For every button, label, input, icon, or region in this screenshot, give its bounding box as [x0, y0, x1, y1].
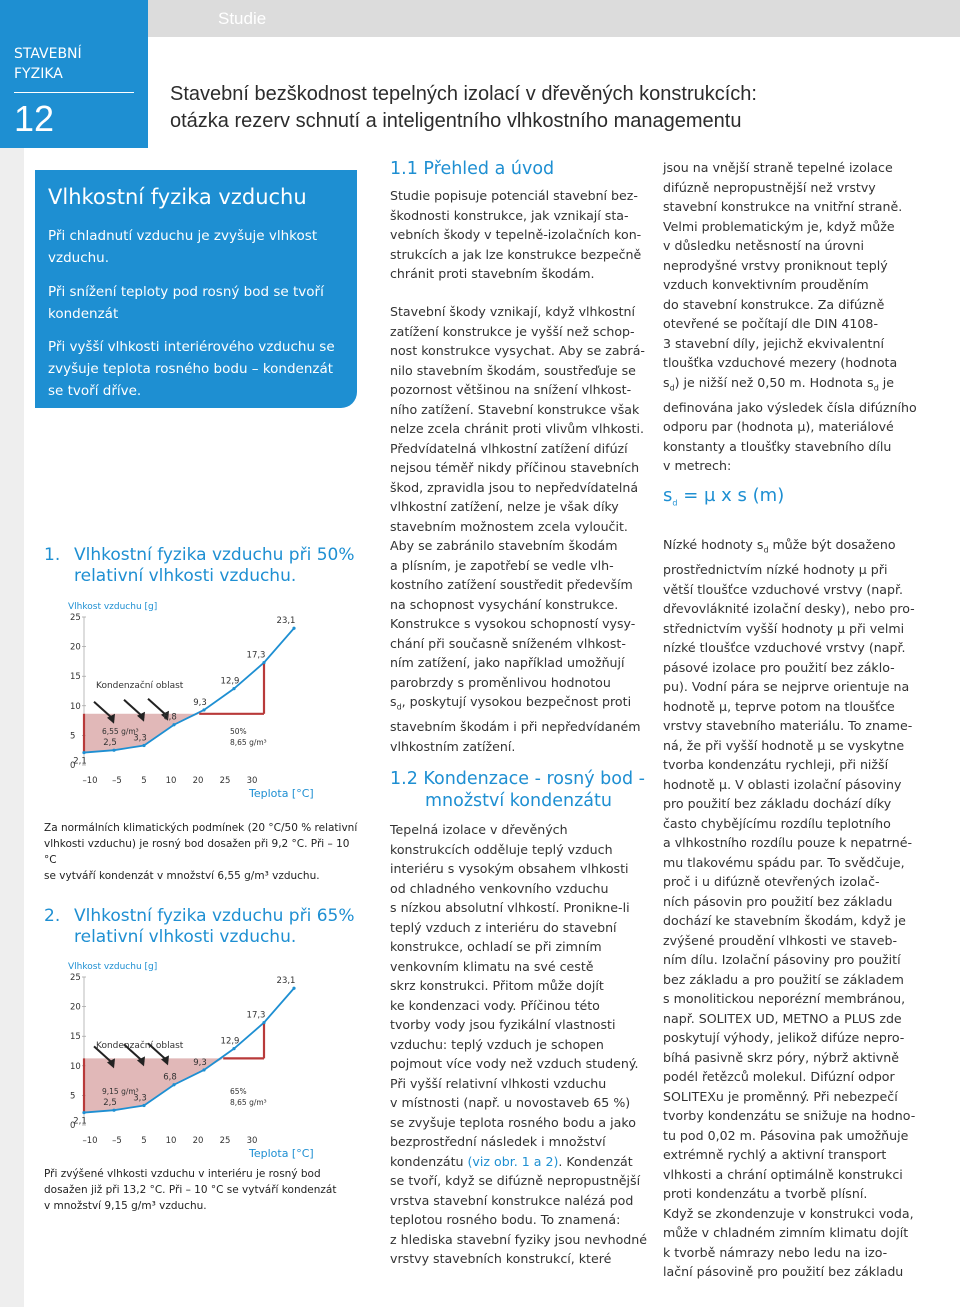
text-line: bezprostřední následek i množství	[390, 1134, 606, 1149]
data-label: 2,1	[73, 1116, 87, 1127]
text-line: poskytují výhody, jelikož difúze nepro-	[663, 1030, 905, 1046]
text-fragment: d	[763, 545, 769, 555]
text-line: vzduch konvektivním prouděním	[663, 277, 869, 292]
figure-2-caption-line: v množství 9,15 g/m³ vzduchu.	[44, 1200, 207, 1212]
text-line: vlhkostní zatížení, nelze je však díky	[390, 499, 619, 514]
data-label: 6,8	[163, 1072, 177, 1083]
text-fragment: d	[873, 383, 879, 393]
text-line: může v chladném zimním klimatu dojít	[663, 1225, 909, 1241]
text-line: tu pod 0,02 m. Pásovina pak umožňuje	[663, 1127, 909, 1143]
text-line: Stavební škody vznikají, když vlhkostní	[390, 304, 636, 319]
x-tick-label: –10	[82, 1136, 98, 1146]
x-tick-label: 30	[246, 1136, 258, 1146]
relative-humidity-label: 65%	[230, 1087, 247, 1096]
text-line: stavebním možnostem zcela vyloučit.	[390, 518, 628, 534]
text-line: vrstvy stavebního materiálu. To zname-	[663, 718, 913, 734]
humidity-value-label: 8,65 g/m³	[230, 738, 267, 747]
y-tick-label: 15	[70, 1032, 81, 1043]
data-point	[232, 1047, 235, 1050]
page-title-line-2: otázka rezerv schnutí a inteligentního vlhkostního managementu	[170, 110, 742, 132]
x-axis-label: Teplota [°C]	[249, 787, 314, 800]
figure-1-title-line-2: relativní vlhkosti vzduchu.	[74, 566, 297, 586]
data-label: 23,1	[276, 976, 296, 987]
text-line	[390, 1152, 655, 1172]
text-line: střednictvím vyšší hodnoty µ při velmi	[663, 620, 905, 636]
region-label: Kondenzační oblast	[96, 681, 184, 691]
text-line: konstanty a tloušťky stavebního dílu	[663, 438, 892, 454]
text-line: proti kondenzátu a tvorbě plísní.	[663, 1186, 868, 1202]
text-line: stavebním škodám i při nepředvídaném	[390, 719, 641, 735]
info-box-title: Vlhkostní fyzika vzduchu	[48, 185, 307, 209]
y-tick-label: 0	[70, 1121, 76, 1131]
figure-2-title-line-1: Vlhkostní fyzika vzduchu při 65%	[74, 906, 355, 926]
text-fragment: d	[396, 702, 402, 712]
text-line: tvorby vody jsou fyzikální vlastnosti	[390, 1017, 616, 1032]
x-tick-label: 5	[141, 776, 147, 786]
text-line: ním dílu. Izolační pásoviny pro použití	[663, 952, 901, 968]
y-tick-label: 10	[70, 701, 81, 712]
text-line: vebních škody v tepelně-izolačních kon-	[390, 227, 642, 242]
data-label: 2,5	[103, 1098, 117, 1109]
text-line: tvorba kondenzátu rychleji, při nižší	[663, 757, 889, 773]
x-tick-label: –10	[82, 776, 98, 786]
text-line: vrstvy stavebních konstrukcí, které	[390, 1251, 612, 1266]
formula-sub: d	[672, 498, 678, 508]
text-line: vlhkosti a chrání optimálně konstrukci	[663, 1166, 903, 1182]
y-tick-label: 20	[70, 1002, 81, 1013]
text-fragment: ) je nižší než 0,50 m. Hodnota s	[674, 374, 874, 390]
text-line: chání při současně sníženém vlhkost-	[390, 635, 626, 651]
data-label: 2,1	[73, 756, 87, 767]
text-line: neprodyšné vrstvy proniknout teplý	[663, 257, 888, 273]
figure-1-title-line-1: Vlhkostní fyzika vzduchu při 50%	[74, 545, 355, 565]
y-axis-label: Vlhkost vzduchu [g]	[68, 962, 158, 972]
text-line: difúzně nepropustnější než vrstvy	[663, 179, 876, 195]
text-line: lační pásovině pro použití bez základu	[663, 1264, 904, 1280]
data-point	[262, 661, 265, 664]
text-line: hodnotě µ. V oblasti izolační pásoviny	[663, 776, 902, 792]
info-box-line: kondenzát	[48, 306, 119, 322]
data-label: 17,3	[246, 1010, 266, 1021]
text-fragment: s	[663, 374, 670, 390]
condensate-amount-label: 9,15 g/m³	[102, 1087, 139, 1096]
page-number: 12	[14, 98, 55, 139]
text-line: s nízkou absolutní vlhkostí. Pronikne-li	[390, 900, 630, 915]
figure-2-number: 2.	[44, 906, 61, 926]
text-line: ke kondenzaci vody. Příčinou této	[390, 997, 600, 1013]
y-tick-label: 15	[70, 672, 81, 683]
section-heading-1-1: 1.1 Přehled a úvod	[390, 159, 555, 179]
text-line: dochází ke stavebním škodám, když je	[663, 913, 906, 929]
text-line: v místnosti (např. u novostaveb 65 %)	[390, 1095, 631, 1110]
figure-2-title	[44, 906, 374, 948]
figure-2-caption-line: Při zvýšené vlhkosti vzduchu v interiéru je rosný bod	[44, 1168, 321, 1180]
region-label: Kondenzační oblast	[96, 1041, 184, 1051]
text-line: tvorby kondenzátu se snižuje na hodno-	[663, 1108, 916, 1124]
data-point	[172, 1083, 175, 1086]
text-line: chránit proti stavebním škodám.	[390, 266, 595, 281]
paragraph-condensation	[390, 820, 655, 1269]
text-line: parobrzdy s proměnlivou hodnotou	[390, 674, 611, 690]
data-label: 3,3	[133, 1093, 147, 1104]
text-line: a vlhkostního rozdílu pouze k nepatrné-	[663, 835, 913, 851]
text-line: pojmout více vody než vzduch studený.	[390, 1056, 639, 1071]
text-line: na schopnost vysychání konstrukce.	[390, 596, 619, 612]
page-title-line-1: Stavební bezškodnost tepelných izolací v dřevěných konstrukcích:	[170, 83, 757, 105]
text-line: pu). Vodní pára se nejprve orientuje na	[663, 679, 910, 695]
text-line: Konstrukce s vysokou schopností vysy-	[390, 616, 636, 631]
text-line: stavební konstrukce na vnitřní straně.	[663, 199, 903, 214]
text-line: mu tlakovému spádu par. To svědčuje,	[663, 854, 905, 870]
figure-2-chart	[44, 953, 374, 1178]
data-label: 12,9	[220, 676, 240, 687]
text-line: ních pásovin pro použití bez základu	[663, 893, 893, 909]
text-line: nízké tloušťce vzduchové vrstvy (např.	[663, 640, 906, 656]
data-point	[202, 1068, 205, 1071]
x-tick-label: –5	[112, 776, 122, 786]
x-tick-label: 20	[192, 1136, 204, 1146]
paragraph-diffusion	[663, 158, 953, 476]
text-line: vlhkostním zatížení.	[390, 738, 516, 754]
data-label: 6,8	[163, 712, 177, 723]
figure-1-number: 1.	[44, 545, 61, 565]
text-line: ního zatížení. Stavební konstrukce však	[390, 401, 640, 417]
text-line: z hlediska stavební fyziky jsou nevhodné	[390, 1231, 648, 1247]
figure-2-title-line-2: relativní vlhkosti vzduchu.	[74, 927, 297, 947]
x-tick-label: –5	[112, 1136, 122, 1146]
data-point	[202, 708, 205, 711]
y-tick-label: 20	[70, 642, 81, 653]
data-label: 2,5	[103, 738, 117, 749]
y-tick-label: 25	[70, 613, 81, 623]
text-line: zatížení konstrukce je vyšší než schop-	[390, 323, 635, 339]
data-point	[172, 723, 175, 726]
text-line: strukcích a jak lze konstrukce bezpečně	[390, 246, 642, 262]
figure-1-chart	[44, 593, 374, 818]
text-line: teplotou rosného bodu. To znamená:	[390, 1212, 621, 1227]
formula-s: s	[663, 485, 673, 506]
section-tab-divider	[14, 92, 134, 93]
data-point	[142, 1104, 145, 1107]
text-line: venkovním klimatu na své cestě	[390, 958, 594, 974]
text-line: Velmi problematickým je, když může	[663, 218, 895, 234]
text-line: hodnotě µ, teprve potom na tloušťce	[663, 698, 895, 714]
text-line: kostního zatížení soustředit především	[390, 577, 633, 592]
y-tick-label: 25	[70, 973, 81, 983]
text-line: ním zatížení, jako například umožňují	[390, 655, 625, 670]
text-line: do stavební konstrukce. Za difúzně	[663, 296, 885, 312]
text-line: se zvyšuje teplota rosného bodu a jako	[390, 1114, 636, 1130]
data-point	[232, 687, 235, 690]
figure-1-caption-line: vlhkosti vzduchu) je rosný bod dosažen při 9,2 °C. Při – 10 °C	[44, 838, 350, 866]
text-line: vzduchu: teplý vzduch je schopen	[390, 1036, 604, 1052]
data-label: 9,3	[193, 697, 207, 708]
y-tick-label: 10	[70, 1061, 81, 1072]
text-line: pro použití bez základu dochází díky	[663, 796, 892, 812]
text-line: konstrukce, ochladí se při zimním	[390, 939, 602, 954]
text-fragment: může být dosaženo	[768, 537, 896, 552]
text-line: zvýšené proudění vlhkosti ve staveb-	[663, 932, 898, 948]
data-label: 23,1	[276, 616, 296, 627]
text-line: a plísním, je zapotřebí se vedle vlh-	[390, 557, 614, 573]
info-box-line: zvyšuje teplota rosného bodu – kondenzát	[48, 361, 334, 377]
paragraph-damage	[390, 302, 655, 756]
formula-rest: = µ x s (m)	[677, 485, 785, 506]
paragraph-intro	[390, 186, 655, 284]
text-line: Studie popisuje potenciál stavební bez-	[390, 188, 638, 203]
section-label: Studie	[218, 9, 267, 28]
x-tick-label: 25	[219, 1136, 231, 1146]
x-tick-label: 20	[192, 776, 204, 786]
figure-1-caption-line: se vytváří kondenzát v množství 6,55 g/m³ vzduchu.	[44, 870, 320, 882]
data-label: 17,3	[246, 650, 266, 661]
text-line: k tvorbě námrazy nebo ledu na izo-	[663, 1244, 888, 1260]
figure-1-caption	[44, 820, 364, 884]
figure-reference-link[interactable]: (viz obr. 1 a 2)	[467, 1153, 559, 1169]
text-fragment: , poskytují vysokou bezpečnost proti	[401, 694, 632, 709]
text-fragment: s	[390, 694, 397, 709]
text-line: škodnosti konstrukce, jak vznikají sta-	[390, 207, 629, 223]
figure-1-caption-line: Za normálních klimatických podmínek (20 °C/50 % relativní	[44, 822, 358, 834]
text-line: Předvídatelná vlhkostní zatížení difúzí	[390, 440, 628, 456]
text-fragment: je	[878, 374, 895, 390]
text-line	[663, 535, 953, 560]
text-line: tloušťka vzduchové mezery (hodnota	[663, 355, 898, 370]
info-box-line: se tvoří dříve.	[48, 383, 142, 399]
text-fragment: kondenzátu	[390, 1153, 468, 1169]
data-point	[82, 1111, 85, 1114]
text-line	[663, 373, 953, 398]
text-line	[390, 692, 655, 717]
text-line: nilo stavebním škodám, soustřeďuje se	[390, 362, 636, 378]
text-line: pásové izolace pro použití bez záklo-	[663, 659, 895, 675]
figure-2-caption	[44, 1166, 364, 1214]
text-line: extrémně rychlý a aktivní transport	[663, 1147, 887, 1163]
x-tick-label: 30	[246, 776, 258, 786]
figure-1-title	[44, 545, 374, 587]
humidity-value-label: 8,65 g/m³	[230, 1098, 267, 1107]
y-axis-label: Vlhkost vzduchu [g]	[68, 602, 158, 612]
text-line: škod, zpravidla jsou to nepředvídatelná	[390, 479, 639, 495]
relative-humidity-label: 50%	[230, 727, 247, 736]
info-box-line: vzduchu.	[48, 250, 110, 266]
text-line: prostřednictvím nízké hodnoty µ při	[663, 562, 888, 578]
data-label: 12,9	[220, 1036, 240, 1047]
text-line: interiéru s vysokým obsahem vlhkosti	[390, 861, 629, 876]
info-box-line: Při chladnutí vzduchu je zvyšuje vlhkost	[48, 228, 318, 244]
text-line: konstrukcích odděluje teplý vzduch	[390, 841, 613, 857]
data-point	[142, 744, 145, 747]
text-line: 3 stavební díly, jejichž ekvivalentní	[663, 335, 884, 351]
y-tick-label: 5	[70, 731, 76, 742]
text-line: v důsledku netěsností na úrovni	[663, 238, 865, 253]
text-line: se tvoří, když se difúzně nepropustnější	[390, 1173, 641, 1188]
text-line: v metrech:	[663, 458, 732, 474]
data-point	[292, 987, 295, 990]
text-line: pozornost většinou na snížení vlhkost-	[390, 382, 632, 397]
text-line: např. SOLITEX UD, METNO a PLUS zde	[663, 1010, 902, 1026]
data-point	[292, 627, 295, 630]
page-title	[170, 81, 950, 135]
text-line: bez základu a pro použití se základem	[663, 971, 904, 987]
text-line: proč i u difúzně otevřených izolač-	[663, 874, 880, 890]
text-line: často chybějícímu rozdílu teplotního	[663, 815, 891, 831]
text-fragment: . Kondenzát	[558, 1153, 633, 1169]
text-line: definována jako výsledek čísla difúzního	[663, 399, 917, 415]
text-line: nejsou téměř nikdy příčinou stavebních	[390, 460, 640, 475]
text-line: od chladného venkovního vzduchu	[390, 880, 609, 896]
text-line: nost konstrukce vysychat. Aby se zabrá-	[390, 343, 645, 358]
x-tick-label: 5	[141, 1136, 147, 1146]
y-tick-label: 5	[70, 1091, 76, 1102]
text-line: teplý vzduch z interiéru do stavební	[390, 919, 617, 935]
info-box-line: Při snížení teploty pod rosný bod se tvoří	[48, 284, 324, 300]
text-line: SOLITEXu je proměnný. Při nebezpečí	[663, 1088, 898, 1104]
sd-formula	[663, 485, 784, 508]
section-heading-1-2	[390, 768, 645, 812]
y-tick-label: 0	[70, 761, 76, 771]
data-label: 9,3	[193, 1057, 207, 1068]
text-line: Když se zkondenzuje v konstrukci voda,	[663, 1205, 914, 1221]
text-line: Při vyšší relativní vlhkosti vzduchu	[390, 1075, 607, 1091]
text-line: otevřené se počítají dle DIN 4108-	[663, 316, 878, 331]
text-line: jsou na vnější straně tepelné izolace	[663, 160, 893, 175]
text-line: bíhá pasivně skrz póry, nýbrž aktivně	[663, 1049, 899, 1065]
text-line: Aby se zabránilo stavebním škodám	[390, 538, 618, 553]
data-point	[112, 1109, 115, 1112]
info-box-line: Při vyšší vlhkosti interiérového vzduchu se	[48, 339, 335, 355]
text-line: dřevovláknité izolační desky), nebo pro-	[663, 601, 915, 617]
data-point	[82, 751, 85, 754]
figure-2-caption-line: dosažen již při 13,2 °C. Při – 10 °C se vytváří kondenzát	[44, 1184, 337, 1196]
x-tick-label: 10	[165, 776, 177, 786]
text-fragment: d	[669, 383, 675, 393]
text-line: odporu par (hodnota µ), materiálové	[663, 419, 894, 435]
data-label: 3,3	[133, 733, 147, 744]
x-axis-label: Teplota [°C]	[249, 1147, 314, 1160]
text-line: Tepelná izolace v dřevěných	[390, 822, 568, 837]
x-tick-label: 25	[219, 776, 231, 786]
text-line: vrstva stavební konstrukce nalézá pod	[390, 1192, 634, 1208]
text-line: nelze zcela chránit proti vlivům vlhkosti.	[390, 421, 644, 436]
text-fragment: Nízké hodnoty s	[663, 537, 764, 552]
data-point	[112, 749, 115, 752]
text-line: ná, že při vyšší hodnotě µ se vyskytne	[663, 737, 905, 753]
x-tick-label: 10	[165, 1136, 177, 1146]
text-line: s monolitickou neporézní membránou,	[663, 991, 906, 1007]
text-line: skrz konstrukci. Přitom může dojít	[390, 978, 604, 993]
paragraph-low-sd	[663, 535, 953, 1282]
section-heading-1-2-line-2: množství kondenzátu	[425, 791, 612, 811]
sidebar-strip	[0, 148, 24, 1307]
text-line: větší tloušťce vzduchové vrstvy (např.	[663, 581, 904, 597]
condensate-amount-label: 6,55 g/m³	[102, 727, 139, 736]
section-tab-title: STAVEBNÍ FYZIKA	[14, 46, 82, 82]
text-line: podél řetězců molekul. Difúzní odpor	[663, 1069, 895, 1085]
data-point	[262, 1021, 265, 1024]
section-heading-1-2-line-1: 1.2 Kondenzace - rosný bod -	[390, 769, 645, 789]
